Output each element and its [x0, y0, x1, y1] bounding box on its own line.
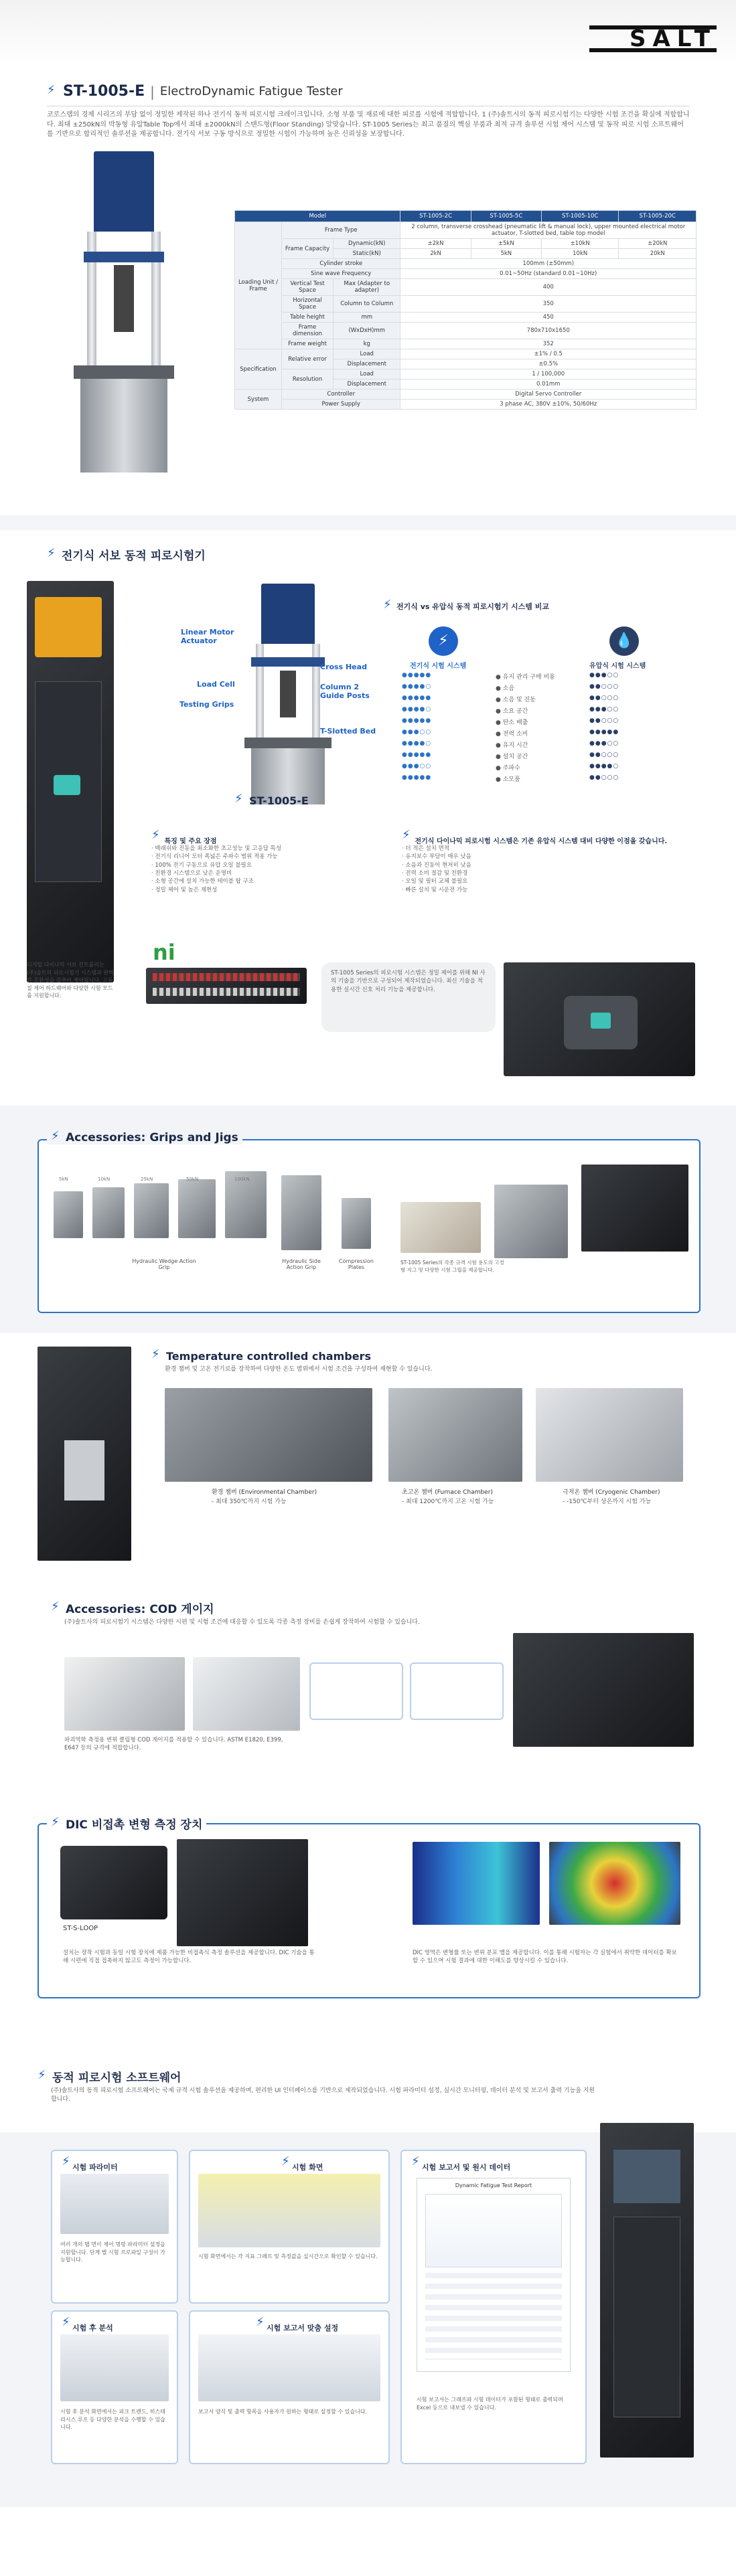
compare-grid: ●●●●● ● 유지 관리 구매 비용 ●●●○○ ●●●●○ ● 소음 ●●○○○ ●●●●● ● 소음 및 진동 ●●○○○ ●●●●○ ● 소요 공간 ●●●○○ ●●●●● ● 탄소 배출 ●●○○○ ●●●○○ ● 전력 소비 ●●●●● ●●●●○ ● 유지 시간 ●●●○○ ●●●●● ● 설치 공간 ●●○○○ ●●●○○ ● 주파수 ●●●●○ ●●●●● ● 소모품 ●●○○○: [402, 672, 619, 783]
grip-photo: [134, 1183, 169, 1238]
compare-title: [383, 600, 549, 613]
bolt-icon: [256, 2317, 267, 2330]
accessories-title-text: Accessories: Grips and Jigs: [66, 1131, 238, 1144]
spec-sub: Static(kN): [334, 249, 400, 259]
jig-photo-1: [400, 1202, 481, 1253]
spec-group: Specification: [235, 349, 282, 390]
criteria-item: ● 소요 공간: [496, 708, 528, 715]
ni-controller-photo: [504, 962, 695, 1076]
spec-value: ±0.5%: [400, 359, 696, 369]
merit-item: · 유지보수 부담이 매우 낮음: [402, 853, 471, 861]
spec-value: ±1% / 0.5: [400, 349, 696, 359]
merit-item: · 소음과 진동이 현저히 낮음: [402, 861, 471, 869]
cryo-chamber-range: - -150℃부터 상온까지 시험 가능: [563, 1498, 652, 1505]
hydraulic-label: 유압식 시험 시스템: [589, 663, 646, 670]
electric-label: 전기식 시험 시스템: [410, 663, 467, 670]
spec-value: 400: [400, 279, 696, 296]
cabinet-photo: [27, 581, 114, 982]
accessories-title: [47, 1131, 242, 1144]
spec-value: 0.01~50Hz (standard 0.01~10Hz): [400, 269, 696, 279]
bolt-icon: [47, 548, 58, 562]
bolt-icon: [62, 2317, 72, 2330]
cod-diagram-1: [309, 1662, 403, 1720]
model-title: ⚡ ST-1005-E | ElectroDynamic Fatigue Tester: [47, 83, 343, 100]
furnace-chamber-range: - 최대 1200℃까지 고온 시험 가능: [402, 1498, 494, 1505]
ni-board-photo: [146, 968, 307, 1004]
spec-value: 350: [400, 296, 696, 313]
spec-label: Frame dimension: [282, 323, 334, 339]
accessories-side-text: ST-1005 Series의 각종 규격 시험 용도의 고정형 지그 및 다양한 시험 그립을 제공합니다.: [400, 1260, 504, 1273]
ni-box-text: ST-1005 Series의 피로시험 시스템은 정밀 제어를 위해 NI 사의 기술을 기반으로 구성되어 제작되었습니다. 최신 기술을 적용한 실시간 신호 처리 기능을 제공합니다.: [331, 970, 486, 993]
feature-item: · 100% 전기 구동으로 유압 오일 불필요: [151, 861, 252, 869]
panel-parameters-title: ⚡시험 파라미터: [62, 2156, 118, 2172]
spec-group: Loading Unit / Frame: [235, 222, 282, 349]
ni-text-left: 디지털 다이나믹 서보 컨트롤러는 (주)솔트의 피로시험기 시스템과 완벽한 호환성을 갖추어 제어됩니다. 고품질 제어 하드웨어와 다양한 시험 모드를 지원합니다.: [27, 962, 114, 999]
grip-row: [54, 1171, 268, 1252]
environmental-chamber-photo: [165, 1388, 372, 1482]
feature-item: · 정밀 제어 및 높은 재현성: [151, 886, 218, 893]
ni-text-box: [321, 962, 496, 1032]
spec-group: System: [235, 390, 282, 410]
spec-label: Frame Type: [282, 222, 400, 239]
spec-value: 780x710x1650: [400, 323, 696, 339]
grip-size: 100kN: [234, 1177, 250, 1182]
software-desc: (주)솔트사의 동적 피로시험 소프트웨어는 국제 규격 시험 솔루션을 제공하며, 편리한 UI 인터페이스를 기반으로 제작되었습니다. 시험 파라미터 설정, 실시간 모니터링, 데이터 분석 및 보고서 출력 기능을 지원합니다.: [51, 2087, 595, 2103]
report-custom-screenshot: [198, 2334, 380, 2401]
chambers-desc: 환경 챔버 및 고온 전기로를 장착하여 다양한 온도 범위에서 시험 조건을 구성하여 재현할 수 있습니다.: [165, 1366, 433, 1373]
label-crosshead: Cross Head: [320, 663, 367, 671]
spec-label: Vertical Test Space: [282, 279, 334, 296]
cryo-chamber-name: 극저온 챔버 (Cryogenic Chamber): [563, 1489, 660, 1496]
spec-value: 450: [400, 313, 696, 323]
grip-size: 25kN: [141, 1177, 153, 1182]
chamber-machine-photo: [38, 1347, 131, 1561]
spec-header: Model: [235, 211, 400, 222]
software-title: [38, 2068, 181, 2085]
grip-size: 5kN: [59, 1177, 68, 1182]
feature-item: · 친환경 시스템으로 낮은 운영비: [151, 869, 232, 877]
merits-list: [402, 845, 683, 894]
bolt-icon: [234, 794, 245, 807]
spec-label: Horizontal Space: [282, 296, 334, 313]
dic-device-photo: [60, 1846, 167, 1919]
spec-sub: mm: [334, 313, 400, 323]
dic-title: [47, 1815, 206, 1832]
spec-sub: Load: [334, 369, 400, 379]
grip-size: 50kN: [186, 1177, 199, 1182]
features-title: [151, 830, 217, 845]
dic-device-name: ST-S-LOOP: [63, 1925, 98, 1932]
merit-item: · 오일 및 필터 교체 불필요: [402, 878, 468, 885]
label-grips: Testing Grips: [179, 700, 234, 709]
spec-label: Sine wave Frequency: [282, 269, 400, 279]
cod-title: [51, 1600, 214, 1616]
criteria-item: ● 탄소 배출: [496, 719, 528, 726]
dic-title-text: DIC 비접촉 변형 측정 장치: [66, 1818, 203, 1832]
spec-value: 2 column, transverse crosshead (pneumatic lift & manual lock), upper mounted electrical motor actuator, T-slotted bed, table top model: [400, 222, 696, 239]
label-column: Column 2 Guide Posts: [320, 683, 370, 700]
spec-sub: Load: [334, 349, 400, 359]
panel-test-screen-text: 시험 화면에서는 각 지표 그래프 및 측정값을 실시간으로 확인할 수 있습니다.: [198, 2253, 378, 2259]
spec-sub: (WxDxH)mm: [334, 323, 400, 339]
spec-value: 352: [400, 339, 696, 349]
cod-desc: (주)솔트사의 피로시험기 시스템은 다양한 시편 및 시험 조건에 대응할 수 있도록 각종 측정 장비를 손쉽게 장착하여 시험할 수 있습니다.: [64, 1619, 420, 1626]
grip-caption: Hydraulic Wedge Action Grip: [132, 1258, 196, 1270]
cod-mounted-photo: [513, 1633, 694, 1747]
label-actuator: Linear Motor Actuator: [181, 628, 234, 645]
model-code: ST-1005-E: [63, 83, 145, 100]
control-cabinet-photo: [600, 2123, 694, 2458]
spec-label: Frame weight: [282, 339, 334, 349]
grip-size: 10kN: [98, 1177, 111, 1182]
jig-photo-3: [581, 1165, 688, 1252]
env-chamber-name: 환경 챔버 (Environmental Chamber): [212, 1489, 317, 1496]
spec-label: Frame Capacity: [282, 239, 334, 259]
bolt-icon: [47, 85, 58, 98]
criteria-item: ● 유지 관리 구매 비용: [496, 674, 555, 681]
cod-title-text: Accessories: COD 게이지: [66, 1603, 214, 1616]
cod-gauge-photo-1: [64, 1657, 185, 1731]
spec-sub: Dynamic(kN): [334, 239, 400, 249]
bolt-icon: [62, 2156, 72, 2170]
panel-analysis-text: 시험 후 분석 화면에서는 피크 트렌드, 히스테리시스 루프 등 다양한 분석을 수행할 수 있습니다.: [60, 2409, 165, 2431]
spec-value: 20kN: [619, 249, 696, 259]
chambers-title: [151, 1349, 371, 1363]
intro-text: 코로스랩의 경제 시리즈의 부담 없이 정밀한 제작된 하나 전기식 동적 피로시험 크레이크입니다. 소형 부품 및 재료에 대한 피로를 시험에 적합합니다. 1 (주)솔트시의 동적 피로시험기는 다양한 시험 조건을 확실에 적합합니다. 최대 ±250kN의 박동형 유압Table Top에서 최대 ±2000kN의 스탠드형(Floor Standing) 알맞습니다. ST-1005 Series는 최고 품질의 핵심 부품과 최적 규격 솔루션 시험 제어 시스템 및 동작 피로 시험 소프트웨어를 기반으로 합리적인 솔루션을 제공합니다. 전기식 서보 구동 방식으로 정밀한 시험이 가능하며 높은 신뢰성을 보장합니다.: [47, 111, 690, 138]
spec-sub: Column to Column: [334, 296, 400, 313]
ni-logo-icon: ni: [153, 940, 175, 965]
spec-value: 1 / 100,000: [400, 369, 696, 379]
panel-parameters-text: 여러 개의 탭 면이 제어 명령 파라미터 설정을 지원합니다. 단계 별 시험 프로파일 구성이 가능합니다.: [60, 2241, 165, 2263]
spec-header: ST-1005-10C: [541, 211, 619, 222]
spec-sub: Max (Adapter to adapter): [334, 279, 400, 296]
hydraulic-badge: 💧: [609, 626, 639, 656]
bolt-icon: [402, 830, 413, 843]
grip-photo: [54, 1191, 83, 1238]
test-screen-screenshot: [198, 2174, 380, 2247]
report-sheet-title: Dynamic Fatigue Test Report: [455, 2182, 532, 2188]
panel-report-text: 시험 보고서는 그래프와 시험 데이터가 포함된 형태로 출력되며 Excel 등으로 내보낼 수 있습니다.: [417, 2397, 563, 2411]
features-list: [151, 845, 372, 894]
furnace-chamber-photo: [388, 1388, 522, 1482]
label-loadcell: Load Cell: [197, 680, 235, 689]
compression-caption: Compression Plates: [339, 1258, 374, 1270]
criteria-item: ● 유지 시간: [496, 742, 528, 749]
panel-analysis-title: ⚡시험 후 분석: [62, 2317, 113, 2333]
bolt-icon: [151, 830, 162, 843]
analysis-screenshot: [60, 2334, 169, 2401]
panel-test-screen-title: ⚡시험 화면: [281, 2156, 323, 2172]
spec-label: Relative error: [282, 349, 334, 369]
spec-value: ±20kN: [619, 239, 696, 249]
merit-item: · 더 적은 설치 면적: [402, 845, 449, 852]
spec-value: 5kN: [471, 249, 541, 259]
spec-value: 0.01mm: [400, 379, 696, 390]
furnace-chamber-name: 초고온 챔버 (Furnace Chamber): [402, 1489, 493, 1496]
cod-caption: 파괴역학 측정용 변위 클립형 COD 게이지를 적용할 수 있습니다. ASTM E1820, E399, E647 등의 규격에 적합합니다.: [64, 1737, 283, 1752]
bolt-icon: [51, 1602, 62, 1615]
panel-report-custom-title: ⚡시험 보고서 맞춤 설정: [256, 2317, 338, 2333]
criteria-item: ● 주파수: [496, 765, 520, 772]
bolt-icon: [281, 2156, 292, 2170]
dic-contour-map: [549, 1842, 680, 1925]
chambers-title-text: Temperature controlled chambers: [166, 1349, 371, 1363]
spec-value: Digital Servo Controller: [400, 390, 696, 400]
criteria-item: ● 소음: [496, 685, 515, 692]
bolt-icon: [151, 1349, 162, 1363]
spec-header: ST-1005-20C: [619, 211, 696, 222]
dic-right-text: DIC 영역은 변형률 또는 변위 분포 맵을 제공합니다. 이를 통해 시험자는 각 실험에서 취약한 데이터를 확보할 수 있으며 시험 결과에 대한 이해도를 향상시킬 수 있습니다.: [413, 1950, 677, 1965]
section-divider: [0, 515, 736, 530]
side-grip-photo: [281, 1175, 321, 1250]
env-chamber-range: - 최대 350℃까지 시험 가능: [212, 1498, 287, 1505]
software-title-text: 동적 피로시험 소프트웨어: [52, 2071, 181, 2085]
section-title-electric: [47, 546, 206, 563]
label-bed: T-Slotted Bed: [320, 727, 376, 736]
machine-name-label: [234, 794, 309, 807]
merits-title-text: 전기식 다이나믹 피로시험 시스템은 기존 유압식 시스템 대비 다양한 이점을 갖습니다.: [415, 838, 668, 845]
dic-left-text: 설치는 장착 시험과 동일 시험 장치에 제품 가능한 비접촉식 측정 솔루션을 제공합니다. DIC 기술을 통해 시편에 직접 접촉하지 않고도 측정이 가능합니다.: [63, 1950, 315, 1965]
report-sheet: [417, 2178, 571, 2372]
feature-item: · 백래쉬와 진동을 최소화한 초고성능 및 고응답 특성: [151, 845, 282, 852]
spec-sub: kg: [334, 339, 400, 349]
merit-item: · 전력 소비 절감 및 친환경: [402, 869, 468, 877]
machine-image-main: [47, 151, 201, 473]
criteria-item: ● 소모품: [496, 776, 520, 783]
bolt-icon: [51, 1817, 62, 1830]
merits-title: [402, 830, 696, 845]
grip-photo: [92, 1187, 125, 1238]
spec-label: Controller: [282, 390, 400, 400]
param-screenshot: [60, 2174, 169, 2234]
spec-value: 10kN: [541, 249, 619, 259]
bolt-icon: [38, 2070, 48, 2083]
spec-value: ±5kN: [471, 239, 541, 249]
product-name: ElectroDynamic Fatigue Tester: [159, 84, 343, 98]
compare-title-text: 전기식 vs 유압식 동적 피로시험기 시스템 비교: [396, 602, 549, 611]
spec-value: ±10kN: [541, 239, 619, 249]
feature-item: · 전기식 리니어 모터 폭넓은 주파수 범위 적용 가능: [151, 853, 278, 861]
spec-label: Cylinder stroke: [282, 259, 400, 269]
bolt-icon: [383, 600, 394, 613]
spec-header: ST-1005-5C: [471, 211, 541, 222]
spec-table-wrap: [234, 210, 696, 410]
brand-logo: SALT: [589, 25, 717, 52]
compression-photo: [342, 1198, 371, 1249]
spec-sub: Displacement: [334, 379, 400, 390]
cryogenic-chamber-photo: [536, 1388, 683, 1482]
merit-item: · 빠른 설치 및 시운전 가능: [402, 886, 468, 893]
cod-gauge-photo-2: [193, 1657, 300, 1731]
criteria-item: ● 소음 및 진동: [496, 697, 536, 703]
spec-table: [234, 210, 696, 410]
features-title-text: 특징 및 주요 장점: [164, 838, 217, 845]
grip-photo: [178, 1179, 216, 1238]
spec-label: Resolution: [282, 369, 334, 390]
spec-label: Table height: [282, 313, 334, 323]
spec-label: Power Supply: [282, 400, 400, 410]
panel-report-title: ⚡시험 보고서 및 원시 데이터: [411, 2156, 510, 2172]
spec-header: ST-1005-2C: [400, 211, 471, 222]
dic-setup-photo: [177, 1839, 308, 1946]
criteria-item: ● 설치 공간: [496, 754, 528, 760]
spec-value: 2kN: [400, 249, 471, 259]
spec-sub: Displacement: [334, 359, 400, 369]
spec-value: 100mm (±50mm): [400, 259, 696, 269]
criteria-item: ● 전력 소비: [496, 731, 528, 738]
side-grip-caption: Hydraulic Side Action Grip: [282, 1258, 321, 1270]
cod-diagram-2: [410, 1662, 504, 1720]
dic-strain-map: [413, 1842, 540, 1925]
bolt-icon: [411, 2156, 422, 2170]
section-title-text: 전기식 서보 동적 피로시험기: [62, 549, 206, 563]
spec-value: 3 phase AC, 380V ±10%, 50/60Hz: [400, 400, 696, 410]
machine-name-text: ST-1005-E: [249, 794, 309, 807]
jig-photo-2: [494, 1185, 568, 1258]
electric-badge: ⚡: [429, 626, 458, 656]
spec-value: ±2kN: [400, 239, 471, 249]
feature-item: · 소형 공간에 설치 가능한 테이블 탑 구조: [151, 878, 254, 885]
panel-report-custom-text: 보고서 양식 및 출력 항목을 사용자가 원하는 형태로 설정할 수 있습니다.: [198, 2409, 368, 2415]
bolt-icon: [51, 1131, 62, 1144]
